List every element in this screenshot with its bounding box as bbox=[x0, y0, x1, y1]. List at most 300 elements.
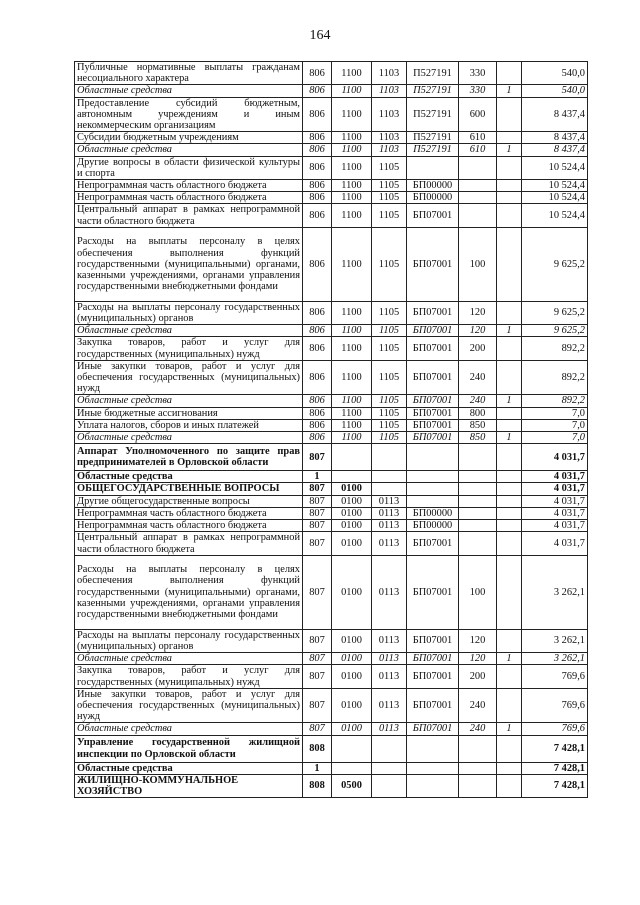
expense-type-code-cell bbox=[459, 495, 497, 507]
expense-type-code-cell: 800 bbox=[459, 407, 497, 419]
row-name-cell: Областные средства bbox=[75, 144, 303, 156]
row-name-cell: Областные средства bbox=[75, 471, 303, 483]
target-article-code-cell: БП07001 bbox=[407, 688, 459, 723]
row-name-cell: Публичные нормативные выплаты гражданам несоциального характера bbox=[75, 62, 303, 85]
target-article-code-cell: БП07001 bbox=[407, 419, 459, 431]
amount-cell: 769,6 bbox=[522, 665, 588, 688]
grbs-code-cell: 807 bbox=[303, 495, 332, 507]
amount-cell: 892,2 bbox=[522, 395, 588, 407]
subsection-code-cell bbox=[372, 735, 407, 762]
section-code-cell: 0100 bbox=[332, 507, 372, 519]
row-name-cell: Субсидии бюджетным учреждениям bbox=[75, 132, 303, 144]
funding-source-cell bbox=[497, 156, 522, 179]
row-name-cell: Уплата налогов, сборов и иных платежей bbox=[75, 419, 303, 431]
subsection-code-cell bbox=[372, 762, 407, 774]
funding-source-cell: 1 bbox=[497, 653, 522, 665]
subsection-code-cell: 1105 bbox=[372, 301, 407, 324]
row-name-cell: Управление государственной жилищной инспекции по Орловской области bbox=[75, 735, 303, 762]
grbs-code-cell: 806 bbox=[303, 227, 332, 301]
amount-cell: 892,2 bbox=[522, 337, 588, 360]
amount-cell: 4 031,7 bbox=[522, 483, 588, 495]
table-row bbox=[75, 471, 588, 483]
target-article-code-cell: БП00000 bbox=[407, 192, 459, 204]
row-name-cell: Непрограммная часть областного бюджета bbox=[75, 520, 303, 532]
amount-cell: 9 625,2 bbox=[522, 301, 588, 324]
table-body bbox=[75, 62, 588, 798]
page-number: 164 bbox=[309, 28, 331, 43]
funding-source-cell bbox=[497, 301, 522, 324]
funding-source-cell: 1 bbox=[497, 723, 522, 735]
subsection-code-cell: 0113 bbox=[372, 665, 407, 688]
table-row bbox=[75, 688, 588, 723]
funding-source-cell bbox=[497, 227, 522, 301]
target-article-code-cell: БП07001 bbox=[407, 227, 459, 301]
section-code-cell: 0100 bbox=[332, 688, 372, 723]
grbs-code-cell: 807 bbox=[303, 665, 332, 688]
grbs-code-cell: 806 bbox=[303, 395, 332, 407]
table-row bbox=[75, 507, 588, 519]
section-code-cell: 1100 bbox=[332, 204, 372, 227]
funding-source-cell bbox=[497, 180, 522, 192]
target-article-code-cell: БП07001 bbox=[407, 723, 459, 735]
table-row bbox=[75, 483, 588, 495]
section-code-cell: 1100 bbox=[332, 192, 372, 204]
row-name-cell: ОБЩЕГОСУДАРСТВЕННЫЕ ВОПРОСЫ bbox=[75, 483, 303, 495]
section-code-cell: 1100 bbox=[332, 62, 372, 85]
section-code-cell bbox=[332, 444, 372, 471]
funding-source-cell bbox=[497, 204, 522, 227]
funding-source-cell bbox=[497, 97, 522, 132]
subsection-code-cell: 1103 bbox=[372, 85, 407, 97]
subsection-code-cell: 0113 bbox=[372, 723, 407, 735]
subsection-code-cell: 0113 bbox=[372, 555, 407, 629]
amount-cell: 7,0 bbox=[522, 419, 588, 431]
funding-source-cell bbox=[497, 337, 522, 360]
expense-type-code-cell: 100 bbox=[459, 555, 497, 629]
funding-source-cell bbox=[497, 62, 522, 85]
target-article-code-cell: БП07001 bbox=[407, 407, 459, 419]
expense-type-code-cell: 120 bbox=[459, 301, 497, 324]
row-name-cell: Предоставление субсидий бюджетным, автономным учреждениям и иным некоммерческим организациям bbox=[75, 97, 303, 132]
expense-type-code-cell bbox=[459, 192, 497, 204]
table-row bbox=[75, 85, 588, 97]
table-row bbox=[75, 520, 588, 532]
subsection-code-cell: 1105 bbox=[372, 227, 407, 301]
row-name-cell: Закупка товаров, работ и услуг для государственных (муниципальных) нужд bbox=[75, 337, 303, 360]
table-row bbox=[75, 665, 588, 688]
target-article-code-cell bbox=[407, 483, 459, 495]
section-code-cell bbox=[332, 735, 372, 762]
expense-type-code-cell bbox=[459, 507, 497, 519]
table-row bbox=[75, 419, 588, 431]
row-name-cell: Непрограммная часть областного бюджета bbox=[75, 507, 303, 519]
amount-cell: 4 031,7 bbox=[522, 471, 588, 483]
grbs-code-cell: 806 bbox=[303, 360, 332, 395]
grbs-code-cell: 806 bbox=[303, 204, 332, 227]
expense-type-code-cell: 240 bbox=[459, 360, 497, 395]
row-name-cell: Областные средства bbox=[75, 762, 303, 774]
section-code-cell: 1100 bbox=[332, 301, 372, 324]
funding-source-cell bbox=[497, 419, 522, 431]
expense-type-code-cell: 610 bbox=[459, 144, 497, 156]
section-code-cell: 1100 bbox=[332, 144, 372, 156]
row-name-cell: Центральный аппарат в рамках непрограммной части областного бюджета bbox=[75, 532, 303, 555]
table-row bbox=[75, 723, 588, 735]
table-row bbox=[75, 629, 588, 652]
grbs-code-cell: 806 bbox=[303, 407, 332, 419]
section-code-cell: 0100 bbox=[332, 653, 372, 665]
subsection-code-cell: 1105 bbox=[372, 180, 407, 192]
table-row bbox=[75, 337, 588, 360]
grbs-code-cell: 806 bbox=[303, 432, 332, 444]
subsection-code-cell bbox=[372, 471, 407, 483]
expense-type-code-cell: 330 bbox=[459, 85, 497, 97]
funding-source-cell bbox=[497, 665, 522, 688]
amount-cell: 7 428,1 bbox=[522, 774, 588, 797]
expense-type-code-cell bbox=[459, 156, 497, 179]
target-article-code-cell: БП00000 bbox=[407, 520, 459, 532]
subsection-code-cell bbox=[372, 483, 407, 495]
amount-cell: 3 262,1 bbox=[522, 629, 588, 652]
grbs-code-cell: 806 bbox=[303, 156, 332, 179]
expense-type-code-cell bbox=[459, 180, 497, 192]
target-article-code-cell: БП00000 bbox=[407, 180, 459, 192]
funding-source-cell bbox=[497, 774, 522, 797]
expense-type-code-cell: 120 bbox=[459, 653, 497, 665]
table-row bbox=[75, 444, 588, 471]
target-article-code-cell: БП07001 bbox=[407, 629, 459, 652]
amount-cell: 4 031,7 bbox=[522, 444, 588, 471]
funding-source-cell bbox=[497, 555, 522, 629]
grbs-code-cell: 808 bbox=[303, 774, 332, 797]
section-code-cell: 1100 bbox=[332, 97, 372, 132]
target-article-code-cell bbox=[407, 156, 459, 179]
amount-cell: 10 524,4 bbox=[522, 156, 588, 179]
funding-source-cell: 1 bbox=[497, 144, 522, 156]
funding-source-cell: 1 bbox=[497, 325, 522, 337]
table-row bbox=[75, 653, 588, 665]
amount-cell: 769,6 bbox=[522, 688, 588, 723]
table-row bbox=[75, 555, 588, 629]
target-article-code-cell: П527191 bbox=[407, 62, 459, 85]
expense-type-code-cell bbox=[459, 483, 497, 495]
row-name-cell: Областные средства bbox=[75, 395, 303, 407]
table-row bbox=[75, 774, 588, 797]
amount-cell: 4 031,7 bbox=[522, 532, 588, 555]
table-row bbox=[75, 395, 588, 407]
expense-type-code-cell: 240 bbox=[459, 395, 497, 407]
table-row bbox=[75, 407, 588, 419]
subsection-code-cell: 1103 bbox=[372, 144, 407, 156]
grbs-code-cell: 806 bbox=[303, 337, 332, 360]
row-name-cell: Областные средства bbox=[75, 723, 303, 735]
target-article-code-cell: БП07001 bbox=[407, 665, 459, 688]
subsection-code-cell: 0113 bbox=[372, 688, 407, 723]
target-article-code-cell: БП07001 bbox=[407, 337, 459, 360]
grbs-code-cell: 807 bbox=[303, 507, 332, 519]
target-article-code-cell: БП07001 bbox=[407, 301, 459, 324]
target-article-code-cell: П527191 bbox=[407, 144, 459, 156]
expense-type-code-cell: 850 bbox=[459, 419, 497, 431]
funding-source-cell bbox=[497, 629, 522, 652]
funding-source-cell bbox=[497, 192, 522, 204]
expense-type-code-cell: 120 bbox=[459, 325, 497, 337]
funding-source-cell bbox=[497, 495, 522, 507]
funding-source-cell bbox=[497, 532, 522, 555]
row-name-cell: Областные средства bbox=[75, 325, 303, 337]
amount-cell: 540,0 bbox=[522, 62, 588, 85]
expense-type-code-cell: 330 bbox=[459, 62, 497, 85]
grbs-code-cell: 806 bbox=[303, 192, 332, 204]
amount-cell: 10 524,4 bbox=[522, 204, 588, 227]
table-row bbox=[75, 180, 588, 192]
grbs-code-cell: 807 bbox=[303, 723, 332, 735]
row-name-cell: Закупка товаров, работ и услуг для государственных (муниципальных) нужд bbox=[75, 665, 303, 688]
section-code-cell: 1100 bbox=[332, 419, 372, 431]
section-code-cell: 1100 bbox=[332, 227, 372, 301]
grbs-code-cell: 806 bbox=[303, 419, 332, 431]
amount-cell: 540,0 bbox=[522, 85, 588, 97]
target-article-code-cell: БП07001 bbox=[407, 360, 459, 395]
expense-type-code-cell: 610 bbox=[459, 132, 497, 144]
target-article-code-cell: БП07001 bbox=[407, 432, 459, 444]
table-row bbox=[75, 192, 588, 204]
table-row bbox=[75, 735, 588, 762]
expense-type-code-cell bbox=[459, 471, 497, 483]
expense-type-code-cell bbox=[459, 762, 497, 774]
subsection-code-cell: 0113 bbox=[372, 520, 407, 532]
section-code-cell: 1100 bbox=[332, 432, 372, 444]
target-article-code-cell bbox=[407, 735, 459, 762]
amount-cell: 769,6 bbox=[522, 723, 588, 735]
grbs-code-cell: 807 bbox=[303, 629, 332, 652]
budget-table bbox=[74, 61, 588, 798]
amount-cell: 10 524,4 bbox=[522, 192, 588, 204]
subsection-code-cell: 1105 bbox=[372, 432, 407, 444]
expense-type-code-cell bbox=[459, 520, 497, 532]
grbs-code-cell: 807 bbox=[303, 653, 332, 665]
row-name-cell: Расходы на выплаты персоналу государственных (муниципальных) органов bbox=[75, 301, 303, 324]
subsection-code-cell: 0113 bbox=[372, 629, 407, 652]
row-name-cell: Центральный аппарат в рамках непрограммной части областного бюджета bbox=[75, 204, 303, 227]
table-row bbox=[75, 144, 588, 156]
expense-type-code-cell: 200 bbox=[459, 337, 497, 360]
target-article-code-cell: БП07001 bbox=[407, 325, 459, 337]
subsection-code-cell: 1105 bbox=[372, 407, 407, 419]
target-article-code-cell bbox=[407, 495, 459, 507]
row-name-cell: ЖИЛИЩНО-КОММУНАЛЬНОЕ ХОЗЯЙСТВО bbox=[75, 774, 303, 797]
section-code-cell: 0100 bbox=[332, 629, 372, 652]
expense-type-code-cell bbox=[459, 774, 497, 797]
row-name-cell: Иные закупки товаров, работ и услуг для обеспечения государственных (муниципальных) нужд bbox=[75, 360, 303, 395]
section-code-cell: 1100 bbox=[332, 180, 372, 192]
amount-cell: 9 625,2 bbox=[522, 227, 588, 301]
expense-type-code-cell bbox=[459, 444, 497, 471]
funding-source-cell: 1 bbox=[497, 85, 522, 97]
row-name-cell: Непрограммная часть областного бюджета bbox=[75, 192, 303, 204]
target-article-code-cell bbox=[407, 774, 459, 797]
table-row bbox=[75, 97, 588, 132]
subsection-code-cell: 1105 bbox=[372, 419, 407, 431]
expense-type-code-cell bbox=[459, 735, 497, 762]
grbs-code-cell: 807 bbox=[303, 520, 332, 532]
table-row bbox=[75, 132, 588, 144]
expense-type-code-cell: 100 bbox=[459, 227, 497, 301]
funding-source-cell bbox=[497, 360, 522, 395]
subsection-code-cell: 0113 bbox=[372, 653, 407, 665]
section-code-cell: 1100 bbox=[332, 360, 372, 395]
expense-type-code-cell: 120 bbox=[459, 629, 497, 652]
section-code-cell: 1100 bbox=[332, 85, 372, 97]
amount-cell: 3 262,1 bbox=[522, 653, 588, 665]
expense-type-code-cell: 240 bbox=[459, 688, 497, 723]
row-name-cell: Аппарат Уполномоченного по защите прав предпринимателей в Орловской области bbox=[75, 444, 303, 471]
table-row bbox=[75, 301, 588, 324]
amount-cell: 7 428,1 bbox=[522, 762, 588, 774]
amount-cell: 10 524,4 bbox=[522, 180, 588, 192]
amount-cell: 4 031,7 bbox=[522, 495, 588, 507]
section-code-cell: 0500 bbox=[332, 774, 372, 797]
target-article-code-cell: П527191 bbox=[407, 132, 459, 144]
subsection-code-cell: 0113 bbox=[372, 507, 407, 519]
subsection-code-cell: 1105 bbox=[372, 192, 407, 204]
subsection-code-cell: 1105 bbox=[372, 156, 407, 179]
section-code-cell: 0100 bbox=[332, 532, 372, 555]
section-code-cell: 1100 bbox=[332, 337, 372, 360]
target-article-code-cell: БП07001 bbox=[407, 532, 459, 555]
row-name-cell: Другие общегосударственные вопросы bbox=[75, 495, 303, 507]
table-row bbox=[75, 762, 588, 774]
target-article-code-cell: БП07001 bbox=[407, 204, 459, 227]
subsection-code-cell: 1105 bbox=[372, 337, 407, 360]
section-code-cell: 0100 bbox=[332, 520, 372, 532]
row-name-cell: Областные средства bbox=[75, 653, 303, 665]
table-row bbox=[75, 360, 588, 395]
amount-cell: 7 428,1 bbox=[522, 735, 588, 762]
grbs-code-cell: 807 bbox=[303, 483, 332, 495]
table-row bbox=[75, 227, 588, 301]
row-name-cell: Иные закупки товаров, работ и услуг для обеспечения государственных (муниципальных) нужд bbox=[75, 688, 303, 723]
table-row bbox=[75, 532, 588, 555]
grbs-code-cell: 808 bbox=[303, 735, 332, 762]
grbs-code-cell: 806 bbox=[303, 85, 332, 97]
amount-cell: 8 437,4 bbox=[522, 97, 588, 132]
row-name-cell: Непрограммная часть областного бюджета bbox=[75, 180, 303, 192]
section-code-cell: 0100 bbox=[332, 495, 372, 507]
amount-cell: 8 437,4 bbox=[522, 132, 588, 144]
target-article-code-cell: П527191 bbox=[407, 97, 459, 132]
funding-source-cell bbox=[497, 407, 522, 419]
amount-cell: 8 437,4 bbox=[522, 144, 588, 156]
table-row bbox=[75, 495, 588, 507]
funding-source-cell bbox=[497, 132, 522, 144]
row-name-cell: Иные бюджетные ассигнования bbox=[75, 407, 303, 419]
expense-type-code-cell: 600 bbox=[459, 97, 497, 132]
funding-source-cell bbox=[497, 762, 522, 774]
row-name-cell: Расходы на выплаты персоналу в целях обеспечения выполнения функций государственными (муниципальными) органами, казенными учреждениями, органами управления государственными внебюджетными фондами bbox=[75, 555, 303, 629]
amount-cell: 4 031,7 bbox=[522, 520, 588, 532]
grbs-code-cell: 806 bbox=[303, 132, 332, 144]
target-article-code-cell bbox=[407, 762, 459, 774]
grbs-code-cell: 807 bbox=[303, 444, 332, 471]
expense-type-code-cell: 200 bbox=[459, 665, 497, 688]
target-article-code-cell bbox=[407, 471, 459, 483]
section-code-cell: 1100 bbox=[332, 132, 372, 144]
funding-source-cell bbox=[497, 735, 522, 762]
section-code-cell: 0100 bbox=[332, 723, 372, 735]
grbs-code-cell: 806 bbox=[303, 180, 332, 192]
table-row bbox=[75, 156, 588, 179]
amount-cell: 9 625,2 bbox=[522, 325, 588, 337]
row-name-cell: Расходы на выплаты персоналу государственных (муниципальных) органов bbox=[75, 629, 303, 652]
row-name-cell: Областные средства bbox=[75, 85, 303, 97]
expense-type-code-cell bbox=[459, 532, 497, 555]
target-article-code-cell: БП00000 bbox=[407, 507, 459, 519]
subsection-code-cell: 1105 bbox=[372, 360, 407, 395]
amount-cell: 4 031,7 bbox=[522, 507, 588, 519]
funding-source-cell: 1 bbox=[497, 432, 522, 444]
subsection-code-cell: 1105 bbox=[372, 204, 407, 227]
grbs-code-cell: 1 bbox=[303, 762, 332, 774]
row-name-cell: Областные средства bbox=[75, 432, 303, 444]
table-row bbox=[75, 432, 588, 444]
table-row bbox=[75, 62, 588, 85]
target-article-code-cell bbox=[407, 444, 459, 471]
subsection-code-cell: 0113 bbox=[372, 495, 407, 507]
subsection-code-cell: 1103 bbox=[372, 97, 407, 132]
amount-cell: 3 262,1 bbox=[522, 555, 588, 629]
funding-source-cell: 1 bbox=[497, 395, 522, 407]
section-code-cell bbox=[332, 762, 372, 774]
amount-cell: 7,0 bbox=[522, 432, 588, 444]
target-article-code-cell: БП07001 bbox=[407, 395, 459, 407]
subsection-code-cell bbox=[372, 444, 407, 471]
target-article-code-cell: БП07001 bbox=[407, 653, 459, 665]
section-code-cell: 1100 bbox=[332, 395, 372, 407]
grbs-code-cell: 807 bbox=[303, 555, 332, 629]
funding-source-cell bbox=[497, 444, 522, 471]
table-row bbox=[75, 204, 588, 227]
section-code-cell: 1100 bbox=[332, 325, 372, 337]
subsection-code-cell: 1105 bbox=[372, 395, 407, 407]
expense-type-code-cell bbox=[459, 204, 497, 227]
funding-source-cell bbox=[497, 507, 522, 519]
section-code-cell: 0100 bbox=[332, 483, 372, 495]
target-article-code-cell: П527191 bbox=[407, 85, 459, 97]
row-name-cell: Расходы на выплаты персоналу в целях обеспечения выполнения функций государственными (муниципальными) органами, казенными учреждениями, органами управления государственными внебюджетными фондами bbox=[75, 227, 303, 301]
grbs-code-cell: 806 bbox=[303, 144, 332, 156]
expense-type-code-cell: 240 bbox=[459, 723, 497, 735]
expense-type-code-cell: 850 bbox=[459, 432, 497, 444]
subsection-code-cell: 1105 bbox=[372, 325, 407, 337]
funding-source-cell bbox=[497, 520, 522, 532]
section-code-cell: 0100 bbox=[332, 555, 372, 629]
grbs-code-cell: 806 bbox=[303, 301, 332, 324]
row-name-cell: Другие вопросы в области физической культуры и спорта bbox=[75, 156, 303, 179]
amount-cell: 892,2 bbox=[522, 360, 588, 395]
amount-cell: 7,0 bbox=[522, 407, 588, 419]
subsection-code-cell: 0113 bbox=[372, 532, 407, 555]
table-row bbox=[75, 325, 588, 337]
subsection-code-cell: 1103 bbox=[372, 132, 407, 144]
funding-source-cell bbox=[497, 688, 522, 723]
funding-source-cell bbox=[497, 471, 522, 483]
section-code-cell: 1100 bbox=[332, 156, 372, 179]
subsection-code-cell bbox=[372, 774, 407, 797]
funding-source-cell bbox=[497, 483, 522, 495]
grbs-code-cell: 807 bbox=[303, 688, 332, 723]
section-code-cell bbox=[332, 471, 372, 483]
